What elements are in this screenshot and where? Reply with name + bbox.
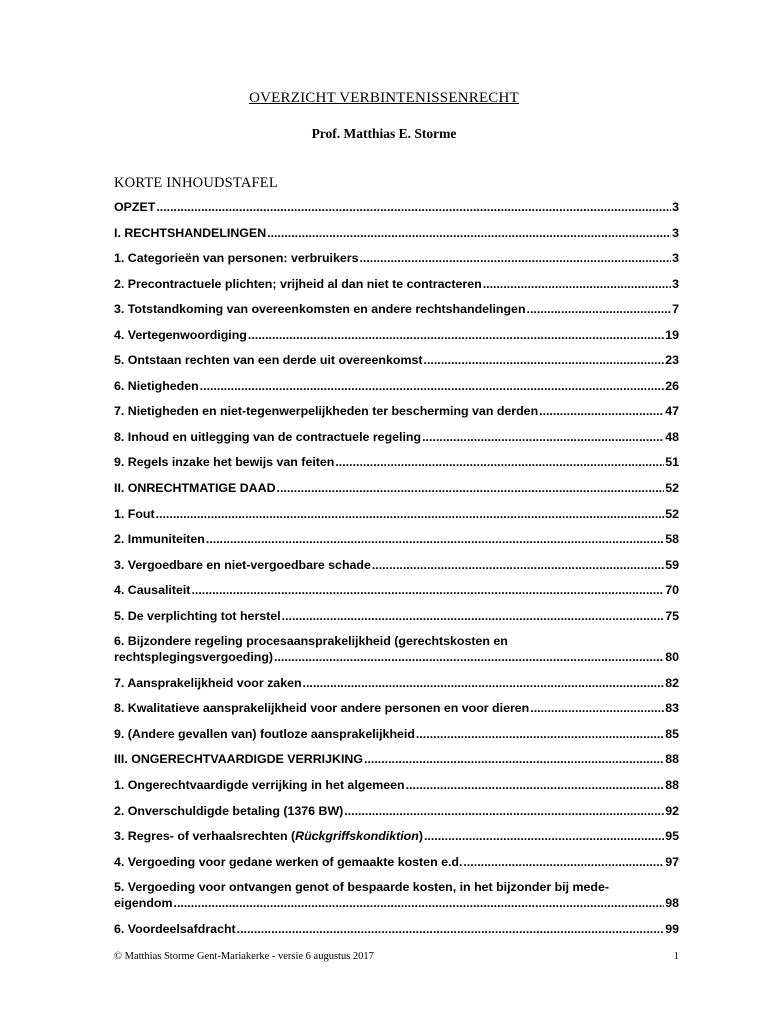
toc-entry[interactable] — [114, 250, 679, 266]
toc-page-number: 70 — [665, 583, 679, 598]
toc-entry-label: 3. Vergoedbare en niet-vergoedbare schade — [114, 557, 371, 572]
toc-entry-label: 6. Nietigheden — [114, 378, 199, 393]
toc-page-number: 3 — [672, 225, 679, 240]
toc-page-number: 82 — [665, 675, 679, 690]
toc-entry[interactable] — [114, 327, 679, 343]
toc-leader-dots — [424, 828, 664, 844]
table-of-contents — [114, 199, 679, 946]
toc-leader-dots — [527, 301, 672, 317]
toc-page-number: 23 — [665, 353, 679, 368]
toc-page-number: 88 — [665, 778, 679, 793]
toc-entry-label: II. ONRECHTMATIGE DAAD — [114, 481, 276, 496]
toc-entry-label: 6. Bijzondere regeling procesaansprakelijkheid (gerechtskosten en — [114, 634, 508, 649]
toc-entry-label: 2. Onverschuldigde betaling (1376 BW) — [114, 803, 344, 818]
toc-page-number: 3 — [672, 200, 679, 214]
toc-entry-label: 9. (Andere gevallen van) foutloze aansprakelijkheid — [114, 726, 415, 741]
toc-page-number: 95 — [665, 829, 679, 844]
toc-entry-label: 4. Vergoeding voor gedane werken of gemaakte kosten e.d. — [114, 854, 463, 869]
toc-leader-dots — [237, 921, 665, 937]
toc-page-number: 58 — [665, 532, 679, 547]
toc-entry-label-continued: eigendom — [114, 896, 173, 911]
toc-entry-label: I. RECHTSHANDELINGEN — [114, 225, 267, 240]
toc-entry[interactable] — [114, 352, 679, 368]
toc-entry-label: 2. Precontractuele plichten; vrijheid al dan niet te contracteren — [114, 276, 482, 291]
toc-leader-dots — [191, 582, 664, 598]
toc-entry-label: 1. Ongerechtvaardigde verrijking in het algemeen — [114, 778, 405, 793]
toc-page-number: 80 — [665, 650, 679, 665]
toc-page-number: 75 — [665, 608, 679, 623]
document-title: OVERZICHT VERBINTENISSENRECHT — [249, 90, 519, 106]
toc-entry-label: 1. Categorieën van personen: verbruikers — [114, 251, 359, 266]
toc-leader-dots — [359, 250, 671, 266]
toc-page-number: 19 — [665, 327, 679, 342]
toc-leader-dots — [364, 751, 664, 767]
toc-entry-label-part: 3. Regres- of verhaalsrechten ( — [114, 829, 296, 844]
toc-entry[interactable] — [114, 921, 679, 937]
toc-entry[interactable] — [114, 378, 679, 394]
toc-page-number: 52 — [665, 481, 679, 496]
toc-page-number: 83 — [665, 701, 679, 716]
toc-entry[interactable] — [114, 276, 679, 292]
toc-entry[interactable] — [114, 429, 679, 445]
toc-leader-dots — [206, 531, 664, 547]
toc-entry[interactable] — [114, 301, 679, 317]
toc-leader-dots — [372, 557, 664, 573]
toc-entry[interactable] — [114, 854, 679, 870]
toc-entry-label: OPZET — [114, 200, 156, 214]
toc-entry[interactable] — [114, 454, 679, 470]
toc-page-number: 47 — [665, 404, 679, 419]
toc-entry[interactable] — [114, 700, 679, 716]
toc-entry-label — [114, 828, 423, 844]
toc-leader-dots — [344, 803, 664, 819]
toc-leader-dots — [303, 675, 665, 691]
toc-entry-label-continued: rechtsplegingsvergoeding) — [114, 650, 274, 665]
toc-leader-dots — [539, 403, 664, 419]
page-footer — [114, 951, 679, 962]
toc-entry-label: 4. Causaliteit — [114, 583, 191, 598]
toc-entry-label-italic: Rückgriffskondiktion — [295, 829, 419, 844]
toc-entry[interactable] — [114, 777, 679, 793]
toc-entry-label: 2. Immuniteiten — [114, 532, 205, 547]
toc-leader-dots — [530, 700, 664, 716]
toc-entry[interactable] — [114, 751, 679, 767]
toc-entry[interactable] — [114, 506, 679, 522]
toc-leader-dots — [463, 854, 664, 870]
toc-entry[interactable] — [114, 608, 679, 624]
toc-entry-label-part: ) — [418, 829, 423, 844]
footer-page-number: 1 — [673, 951, 679, 962]
toc-page-number: 85 — [665, 726, 679, 741]
toc-page-number: 59 — [665, 557, 679, 572]
toc-entry-label: 5. Ontstaan rechten van een derde uit overeenkomst — [114, 353, 423, 368]
toc-leader-dots — [282, 608, 665, 624]
toc-entry-label: 5. De verplichting tot herstel — [114, 608, 281, 623]
toc-entry-label: III. ONGERECHTVAARDIGDE VERRIJKING — [114, 752, 363, 767]
toc-page-number: 92 — [665, 803, 679, 818]
toc-leader-dots — [274, 649, 664, 665]
toc-page-number: 52 — [665, 506, 679, 521]
toc-entry-label: 4. Vertegenwoordiging — [114, 327, 247, 342]
toc-leader-dots — [200, 378, 665, 394]
toc-entry[interactable] — [114, 675, 679, 691]
toc-entry-label: 5. Vergoeding voor ontvangen genot of bespaarde kosten, in het bijzonder bij mede- — [114, 880, 610, 895]
toc-page-number: 51 — [665, 455, 679, 470]
toc-page-number: 26 — [665, 378, 679, 393]
toc-leader-dots — [277, 480, 665, 496]
footer-copyright: © Matthias Storme Gent-Mariakerke - versie 6 augustus 2017 — [114, 951, 374, 962]
toc-page-number: 98 — [665, 896, 679, 911]
toc-page-number: 3 — [672, 251, 679, 266]
toc-entry-label: 7. Aansprakelijkheid voor zaken — [114, 675, 302, 690]
toc-entry[interactable] — [114, 879, 679, 911]
toc-entry-label: 1. Fout — [114, 506, 155, 521]
toc-leader-dots — [424, 352, 665, 368]
toc-entry-label: 8. Inhoud en uitlegging van de contractuele regeling — [114, 429, 422, 444]
toc-leader-dots — [156, 506, 665, 522]
toc-leader-dots — [267, 225, 671, 241]
toc-entry-label: 9. Regels inzake het bewijs van feiten — [114, 455, 335, 470]
toc-entry[interactable] — [114, 828, 679, 844]
toc-leader-dots — [335, 454, 664, 470]
toc-entry[interactable] — [114, 480, 679, 496]
toc-entry[interactable] — [114, 403, 679, 419]
toc-entry[interactable] — [114, 557, 679, 573]
toc-entry-label: 3. Totstandkoming van overeenkomsten en andere rechtshandelingen — [114, 302, 526, 317]
toc-leader-dots — [422, 429, 664, 445]
toc-page-number: 97 — [665, 854, 679, 869]
toc-entry[interactable] — [114, 225, 679, 241]
toc-heading: KORTE INHOUDSTAFEL — [114, 175, 278, 191]
toc-leader-dots — [406, 777, 665, 793]
toc-leader-dots — [156, 199, 671, 215]
author-line: Prof. Matthias E. Storme — [311, 126, 457, 141]
toc-entry[interactable] — [114, 199, 679, 215]
toc-page-number: 99 — [665, 921, 679, 936]
toc-leader-dots — [174, 895, 665, 911]
toc-page-number: 7 — [672, 302, 679, 317]
toc-entry-label: 6. Voordeelsafdracht — [114, 921, 236, 936]
toc-page-number: 88 — [665, 752, 679, 767]
toc-entry[interactable] — [114, 726, 679, 742]
toc-entry[interactable] — [114, 582, 679, 598]
toc-page-number: 3 — [672, 276, 679, 291]
toc-entry[interactable] — [114, 633, 679, 665]
toc-leader-dots — [416, 726, 664, 742]
toc-entry-label: 7. Nietigheden en niet-tegenwerpelijkheden ter bescherming van derden — [114, 404, 539, 419]
toc-leader-dots — [483, 276, 671, 292]
toc-page-number: 48 — [665, 429, 679, 444]
toc-entry[interactable] — [114, 531, 679, 547]
toc-leader-dots — [248, 327, 664, 343]
toc-entry-label: 8. Kwalitatieve aansprakelijkheid voor andere personen en voor dieren — [114, 701, 530, 716]
toc-entry[interactable] — [114, 803, 679, 819]
